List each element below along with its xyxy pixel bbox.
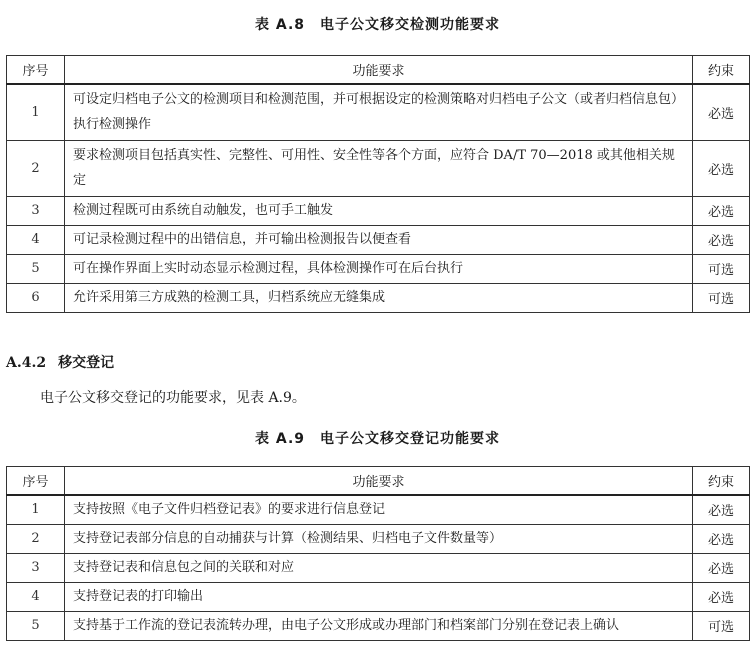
table-row — [7, 84, 750, 140]
header-num: 序号 — [7, 56, 65, 85]
row-num: 2 — [7, 524, 65, 553]
row-num: 2 — [7, 140, 65, 196]
row-num: 1 — [7, 495, 65, 524]
table-row — [7, 196, 750, 225]
row-text: 支持登记表的打印输出 — [65, 582, 693, 611]
row-num: 4 — [7, 582, 65, 611]
row-text: 支持基于工作流的登记表流转办理，由电子公文形成或办理部门和档案部门分别在登记表上确认 — [65, 611, 693, 640]
table-row — [7, 553, 750, 582]
row-num: 5 — [7, 611, 65, 640]
header-constraint: 约束 — [693, 56, 750, 85]
table-row — [7, 225, 750, 254]
table-row — [7, 140, 750, 196]
row-constraint: 必选 — [693, 196, 750, 225]
row-text: 允许采用第三方成熟的检测工具，归档系统应无缝集成 — [65, 283, 693, 312]
row-constraint: 必选 — [693, 553, 750, 582]
row-text: 支持登记表和信息包之间的关联和对应 — [65, 553, 693, 582]
table-a9 — [6, 466, 750, 641]
header-num: 序号 — [7, 467, 65, 496]
row-num: 3 — [7, 196, 65, 225]
section-title: 移交登记 — [58, 355, 115, 371]
row-constraint: 必选 — [693, 495, 750, 524]
row-text: 可设定归档电子公文的检测项目和检测范围，并可根据设定的检测策略对归档电子公文（或者归档信息包）执行检测操作 — [65, 84, 693, 140]
row-constraint: 必选 — [693, 524, 750, 553]
row-text: 检测过程既可由系统自动触发，也可手工触发 — [65, 196, 693, 225]
row-text: 支持按照《电子文件归档登记表》的要求进行信息登记 — [65, 495, 693, 524]
section-number: A.4.2 — [6, 355, 47, 371]
row-constraint: 必选 — [693, 225, 750, 254]
row-text: 要求检测项目包括真实性、完整性、可用性、安全性等各个方面，应符合 DA/T 70—2018 或其他相关规定 — [65, 140, 693, 196]
row-constraint: 可选 — [693, 283, 750, 312]
table-a8-caption: 表 A.8 电子公文移交检测功能要求 — [254, 17, 501, 33]
table-row — [7, 582, 750, 611]
row-num: 6 — [7, 283, 65, 312]
table-row — [7, 495, 750, 524]
header-requirement: 功能要求 — [65, 56, 693, 85]
row-constraint: 可选 — [693, 254, 750, 283]
table-row — [7, 611, 750, 640]
table-a9-caption: 表 A.9 电子公文移交登记功能要求 — [254, 431, 501, 447]
header-requirement: 功能要求 — [65, 467, 693, 496]
row-num: 4 — [7, 225, 65, 254]
row-num: 5 — [7, 254, 65, 283]
row-text: 可记录检测过程中的出错信息，并可输出检测报告以便查看 — [65, 225, 693, 254]
section-heading — [6, 352, 114, 372]
row-constraint: 必选 — [693, 140, 750, 196]
table-a8 — [6, 55, 750, 313]
table-header-row — [7, 56, 750, 85]
header-constraint: 约束 — [693, 467, 750, 496]
table-row — [7, 524, 750, 553]
row-text: 支持登记表部分信息的自动捕获与计算（检测结果、归档电子文件数量等） — [65, 524, 693, 553]
row-constraint: 必选 — [693, 84, 750, 140]
row-num: 3 — [7, 553, 65, 582]
row-constraint: 可选 — [693, 611, 750, 640]
section-paragraph: 电子公文移交登记的功能要求，见表 A.9。 — [40, 390, 306, 406]
table-row — [7, 254, 750, 283]
table-header-row — [7, 467, 750, 496]
table-row — [7, 283, 750, 312]
row-constraint: 必选 — [693, 582, 750, 611]
row-num: 1 — [7, 84, 65, 140]
row-text: 可在操作界面上实时动态显示检测过程，具体检测操作可在后台执行 — [65, 254, 693, 283]
